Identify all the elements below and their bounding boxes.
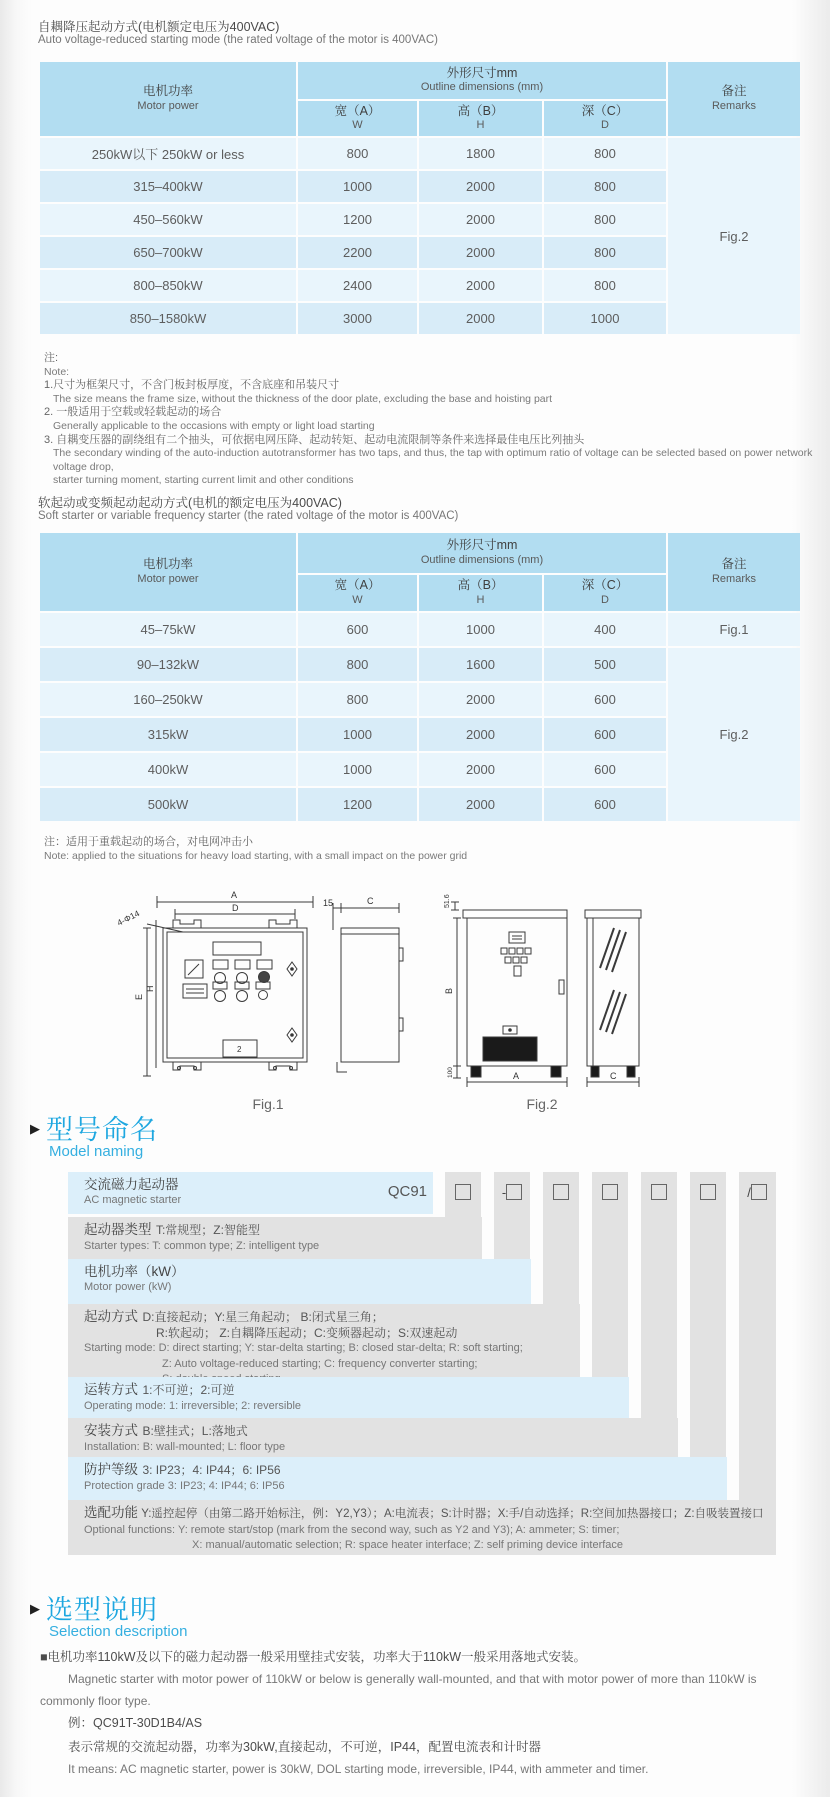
table-cell: 1600 [419, 648, 542, 681]
table-cell: 2000 [419, 753, 542, 786]
table1-header [40, 62, 792, 136]
table-cell: 2200 [298, 237, 417, 268]
selection-example-cn: 表示常规的交流起动器，功率为30kW,直接起动，不可逆，IP44，配置电流表和计时器 [68, 1740, 541, 1754]
table-cell: 650–700kW [40, 237, 296, 268]
table1-header-outline: 外形尺寸mm Outline dimensions (mm) [298, 62, 666, 99]
table2-header-motor-power: 电机功率 Motor power [40, 533, 296, 611]
table-cell: 2000 [419, 204, 542, 235]
model-naming-header-cn: 型号命名 [46, 1115, 158, 1145]
fig2-dim-a: A [513, 1071, 520, 1081]
code-box-slot [641, 1184, 677, 1200]
code-box [651, 1184, 667, 1200]
table1-header-height: 高（B） H [419, 101, 542, 136]
fig1-dim-a: A [231, 890, 238, 900]
fig1-caption: Fig.1 [252, 1096, 284, 1112]
table-cell: 400kW [40, 753, 296, 786]
table1-remark-cell: Fig.2 [668, 138, 800, 334]
section-arrow-icon: ▶ [30, 1121, 40, 1136]
naming-row-starter-type: 起动器类型 T:常规型；Z:智能型 Starter types: T: common type; Z: intelligent type [68, 1217, 482, 1259]
table1-header-remarks: 备注 Remarks [668, 62, 800, 136]
table2-header [40, 533, 792, 611]
naming-row-optional-functions: 选配功能 Y:遥控起停（由第二路开始标注，例：Y2,Y3）；A:电流表；S:计时器；X:手/自动选择；R:空间加热器接口；Z:自吸装置接口 Optional functions: Y: remote start/stop (mark from the second way, such as Y2 and Y3); A: ammeter; S: timer; X: manual/automatic selection; R: space heater interface; Z: self priming device interface [68, 1500, 776, 1555]
fig1-dim-15: 15 [323, 898, 334, 908]
note-line: Generally applicable to the occasions with empty or light load starting [53, 419, 375, 432]
section2-title-en: Soft starter or variable frequency starter (the rated voltage of the motor is 400VAC) [38, 510, 459, 522]
fig1-side-view [323, 896, 403, 1072]
table2-header-remarks: 备注 Remarks [668, 533, 800, 611]
table-cell: 315kW [40, 718, 296, 751]
table2-note-en: Note: applied to the situations for heavy load starting, with a small impact on the power grid [44, 849, 468, 862]
note-line: starter turning moment, starting current limit and other conditions [53, 474, 354, 487]
fig2-dim-516: 51.6 [444, 894, 451, 908]
note-line: 注: [44, 352, 59, 364]
table1-notes [44, 352, 830, 488]
table-cell: 800 [298, 648, 417, 681]
table-cell: 1200 [298, 204, 417, 235]
table-cell: 600 [298, 613, 417, 646]
outline-drawings [95, 880, 715, 1092]
table-cell: 800 [544, 204, 666, 235]
note-line: 3. 自耦变压器的副绕组有二个抽头，可依据电网压降、起动转矩、起动电流限制等条件来选择最佳电压比列抽头 [44, 433, 585, 446]
table1-body [40, 138, 792, 334]
code-box [506, 1184, 522, 1200]
model-naming-table [68, 1172, 776, 1555]
table-cell: 160–250kW [40, 683, 296, 716]
model-naming-header-en: Model naming [49, 1143, 144, 1160]
selection-para-cn: ■电机功率110kW及以下的磁力起动器一般采用壁挂式安装，功率大于110kW一般采用落地式安装。 [40, 1650, 587, 1664]
table-cell: 800 [544, 138, 666, 169]
table-cell: 500kW [40, 788, 296, 821]
table2-header-width: 宽（A） W [298, 575, 417, 611]
code-box [553, 1184, 569, 1200]
fig1-plate-label: 2 [237, 1045, 242, 1054]
table-cell: 2400 [298, 270, 417, 301]
fig2-side-view [585, 910, 641, 1087]
table-cell: 600 [544, 788, 666, 821]
table-cell: 1000 [544, 303, 666, 334]
table-cell: 500 [544, 648, 666, 681]
table-cell: 2000 [419, 718, 542, 751]
fig1-dim-c: C [367, 896, 374, 906]
auto-voltage-dimension-table [40, 62, 792, 334]
fig1-dim-h: H [145, 985, 155, 992]
table-cell: 1000 [419, 613, 542, 646]
table-cell: 600 [544, 718, 666, 751]
table-cell: 850–1580kW [40, 303, 296, 334]
table-cell: 800 [544, 237, 666, 268]
code-box [455, 1184, 471, 1200]
note-line: Note: [44, 365, 70, 378]
fig2-dim-b: B [444, 987, 454, 994]
fig1-dim-d: D [232, 903, 239, 913]
code-box-slot [543, 1184, 579, 1200]
table-cell: 2000 [419, 270, 542, 301]
fig2-caption: Fig.2 [526, 1096, 558, 1112]
table-cell: 400 [544, 613, 666, 646]
table1-header-width: 宽（A） W [298, 101, 417, 136]
table-cell: 2000 [419, 237, 542, 268]
table2-header-height: 高（B） H [419, 575, 542, 611]
section2-title-cn: 软起动或变频起动起动方式(电机的额定电压为400VAC) [38, 496, 342, 510]
selection-example-en: It means: AC magnetic starter, power is 30kW, DOL starting mode, irreversible, IP44, with ammeter and timer. [68, 1762, 649, 1776]
naming-row-product: 交流磁力起动器 AC magnetic starter QC91 [68, 1172, 433, 1214]
table-cell: 45–75kW [40, 613, 296, 646]
section-arrow-icon: ▶ [30, 1601, 40, 1616]
table2-remark-fig2: Fig.2 [668, 648, 800, 821]
table2-header-depth: 深（C） D [544, 575, 666, 611]
selection-header-en: Selection description [49, 1623, 188, 1640]
note-line: 2. 一般适用于空载或轻载起动的场合 [44, 406, 222, 419]
code-box-slot [445, 1184, 481, 1200]
fig1-front-view [115, 890, 313, 1076]
naming-row-operating-mode: 运转方式 1:不可逆；2:可逆 Operating mode: 1: irreversible; 2: reversible [68, 1377, 629, 1418]
selection-example-code: 例：QC91T-30D1B4/AS [68, 1716, 203, 1730]
section1-title-en: Auto voltage-reduced starting mode (the rated voltage of the motor is 400VAC) [38, 34, 438, 46]
fig2-dim-100: 100 [447, 1067, 454, 1078]
table-cell: 800 [544, 171, 666, 202]
note-line: The size means the frame size, without the thickness of the door plate, excluding the base and hoisting part [53, 392, 553, 405]
code-column [641, 1172, 677, 1418]
table-cell: 2000 [419, 788, 542, 821]
code-column [690, 1172, 726, 1457]
table-cell: 800 [298, 138, 417, 169]
table2-header-outline: 外形尺寸mm Outline dimensions (mm) [298, 533, 666, 573]
code-box [700, 1184, 716, 1200]
table-cell: 90–132kW [40, 648, 296, 681]
table-cell: 800–850kW [40, 270, 296, 301]
note-line: 1.尺寸为框架尺寸，不含门板封板厚度，不含底座和吊装尺寸 [44, 379, 340, 392]
table-cell: 1000 [298, 718, 417, 751]
fig2-side-dim-c: C [610, 1071, 617, 1081]
table1-header-motor-power: 电机功率 Motor power [40, 62, 296, 136]
table-cell: 1000 [298, 171, 417, 202]
code-box [602, 1184, 618, 1200]
selection-para-en2: commonly floor type. [40, 1694, 151, 1708]
code-column [592, 1172, 628, 1377]
fig1-dim-e: E [134, 993, 144, 1000]
table-cell: 250kW以下 250kW or less [40, 138, 296, 169]
naming-row-installation: 安装方式 B:壁挂式；L:落地式 Installation: B: wall-mounted; L: floor type [68, 1418, 678, 1457]
table-cell: 1200 [298, 788, 417, 821]
table-cell: 800 [298, 683, 417, 716]
table2-body [40, 613, 792, 821]
naming-row-motor-power: 电机功率（kW） Motor power (kW) [68, 1259, 531, 1304]
table-cell: 800 [544, 270, 666, 301]
table-cell: 315–400kW [40, 171, 296, 202]
table-cell: 1000 [298, 753, 417, 786]
note-line: The secondary winding of the auto-induction autotransformer has two taps, and thus, the tap with optimum ratio of voltage can be selected based on power network voltage drop, [53, 447, 813, 473]
selection-para-en1: Magnetic starter with motor power of 110kW or below is generally wall-mounted, and that with motor power of more than 110kW is [68, 1672, 757, 1686]
section1-title-cn: 自耦降压起动方式(电机额定电压为400VAC) [38, 20, 280, 34]
table1-header-depth: 深（C） D [544, 101, 666, 136]
naming-row-protection-grade: 防护等级 3: IP23；4: IP44；6: IP56 Protection grade 3: IP23; 4: IP44; 6: IP56 [68, 1457, 727, 1500]
naming-row-starting-mode: 起动方式 D:直接起动；Y:星三角起动； B:闭式星三角； R:软起动； Z:自耦降压起动；C:变频器起动；S:双速起动 Starting mode: D: direct starting; Y: star-delta starting; B: closed star-delta; R: soft starting; Z: Auto voltage-reduced starting; C: frequency converter starting; [68, 1304, 580, 1377]
code-box [751, 1184, 767, 1200]
table-cell: 2000 [419, 303, 542, 334]
selection-header-cn: 选型说明 [46, 1595, 158, 1625]
fig2-front-view [444, 894, 567, 1087]
code-box-slot [690, 1184, 726, 1200]
table-cell: 600 [544, 753, 666, 786]
fig1-holes-label: 4-Φ14 [115, 908, 142, 928]
table-cell: 2000 [419, 171, 542, 202]
table-cell: 2000 [419, 683, 542, 716]
table-cell: 450–560kW [40, 204, 296, 235]
table2-note-cn: 注：适用于重载起动的场合，对电网冲击小 [44, 836, 253, 848]
table2-remark-fig1: Fig.1 [668, 613, 800, 646]
table-cell: 600 [544, 683, 666, 716]
code-box-slot [592, 1184, 628, 1200]
table-cell: 1800 [419, 138, 542, 169]
code-box-slot: - [494, 1184, 530, 1200]
table-cell: 3000 [298, 303, 417, 334]
model-code: QC91 [387, 1183, 427, 1200]
code-box-slot: / [739, 1184, 775, 1200]
code-column [739, 1172, 776, 1500]
soft-starter-dimension-table [40, 533, 792, 821]
